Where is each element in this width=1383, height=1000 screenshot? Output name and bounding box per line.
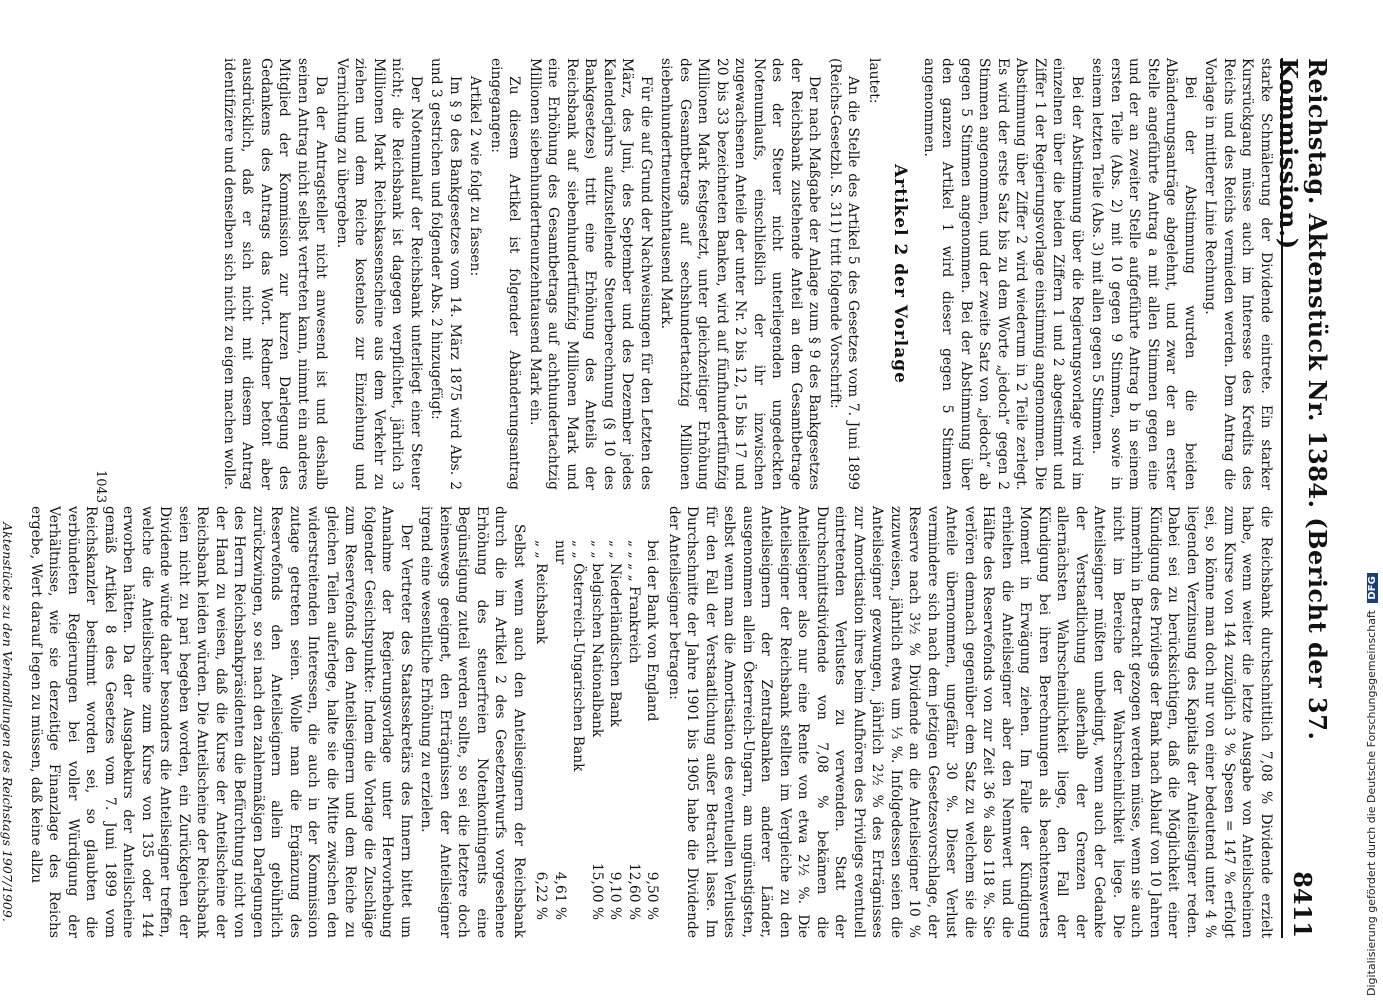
rate-row <box>643 506 662 938</box>
paragraph: Im § 9 des Bankgesetzes vom 14. März 1875 wird Abs. 2 und 3 gestrichen und folgender Abs. 2 hinzugefügt: <box>428 58 463 490</box>
paragraph: Bei der Abstimmung über die Regierungsvorlage wird im einzelnen über die beiden Ziffern 1 und 2 abgestimmt und Ziffer 1 der Regierungsvorlage einstimmig angenommen. Die Abstimmung über Ziffer 2 wird wiederum in 2 Teile zerlegt. Es wird der erste Satz bis zu dem Worte „jedoch“ gegen 2 Stimmen angenommen, und der zweite Satz von „jedoch“ ab gegen 5 Stimmen angenommen. Bei der Abstimmung über den ganzen Artikel 1 wird dieser gegen 5 Stimmen angenommen. <box>921 58 1085 490</box>
rate-label: bei der Bank von England <box>644 540 661 722</box>
paragraph: Für die auf Grund der Nachweisungen für den Letzten des März, des Juni, des September und des Dezember jedes Kalenderjahrs aufzustellende Steuerberechnung (§ 10 des Bankgesetzes) tritt eine Erhöhung des Anteils der Reichsbank auf siebenhundertfünfzig Millionen Mark und eine Erhöhung des Gesamtbetrags auf achthundertachtzig Millionen siebenhundertneunzehntausend Mark ein. <box>527 58 654 490</box>
rate-row <box>588 506 607 938</box>
rate-label: „ „ Reichsbank <box>533 540 550 645</box>
digitization-credit <box>1363 0 1383 1000</box>
rate-value: 15,00 % <box>589 863 605 920</box>
column-left <box>218 58 1276 490</box>
paragraph: Bei der Abstimmung wurden die beiden Abänderungsanträge abgelehnt, und zwar der an erster Stelle angeführte Antrag a mit allen Stimmen gegen eine und der an zweiter Stelle aufgeführte Antrag b in seinem ersten Teile (Abs. 2) mit 10 gegen 9 Stimmen, sowie in seinem letzten Teile (Abs. 3) mit allen gegen 5 Stimmen. <box>1089 58 1198 490</box>
paragraph: Der Vertreter des Staatssekretärs des Innern bittet um Annahme der Regierungsvorlage unter Hervorhebung folgender Gesichtspunkte: Indem die Vorlage die Zuschläge zum Reservefonds den Anteilseignern und dem Reiche zu gleichen Teilen auferlege, halte sie die Mitte zwischen den widerstreitenden Interessen, die auch in der Kommission zutage getreten seien. Wolle man die Ergänzung des Reservefonds den Anteilseignern allein gebührlich zurückzwingen, so sei nach den zahlenmäßigen Darlegungen des Herrn Reichsbankpräsidenten die Befürchtung nicht von der Hand zu weisen, daß die Kurse der Anteilscheine der Reichsbank leiden würden. Die Anteilscheine der Reichsbank seien nicht zu pari begeben worden, ein Zurückgehen der Dividende würde daher besonders die Anteilseigner treffen, welche die Anteilscheine zum Kurse von 135 oder 144 erworben hätten. Da der Ausgabekurs der Anteilscheine gemäß Artikel 8 des Gesetzes vom 7. Juni 1899 vom Reichskanzler bestimmt worden sei, so glaubten die verbündeten Regierungen bei voller Würdigung der Verhältnisse, wie sie derzeitige Finanzlage des Reichs ergebe, Wert darauf legen zu müssen, daß keine allzu <box>28 506 414 938</box>
paragraph: Da der Antragsteller nicht anwesend ist und deshalb seinen Antrag nicht selbst vertreten kann, nimmt ein anderes Mitglied der Kommission zur kurzen Darlegung des Gedankens des Antrags das Wort. Redner betont aber ausdrücklich, daß er sich nicht mit diesem Antrag identifiziere und denselben sich nicht zu eigen machen wolle. <box>221 58 330 490</box>
page-number: 8411 <box>1288 871 1318 938</box>
rate-row <box>606 506 625 938</box>
paragraph: An die Stelle des Artikel 5 des Gesetzes vom 7. Juni 1899 (Reichs-Gesetzbl. S. 311) tritt folgende Vorschrift: <box>827 58 862 490</box>
paragraph: die Reichsbank durchschnittlich 7,08 % Dividende erzielt habe, wenn weiter die letzte Ausgabe von Anteilscheinen zum Kurse von 144 zuzüglich 3 % Spesen = 147 % erfolgt sei, so könne man doch nur von einer bedeutend unter 4 % liegenden Verzinsung des Kapitals der Anteilseigner reden. Dabei sei zu berücksichtigen, daß die Möglichkeit einer Kündigung des Privilegs der Bank nach Ablauf von 10 Jahren immerhin in Betracht gezogen werden müsse, wenn sie auch nicht im Bereiche der Wahrscheinlichkeit liege. Die Anteilseigner müßten unbedingt, wenn auch der Gedanke der Verstaatlichung außerhalb der Grenzen der allernächsten Wahrscheinlichkeit liege, den Fall der Kündigung bei ihren Berechnungen als beachtenswertes Moment in Erwägung ziehen. Im Falle der Kündigung erhielten die Anteilseigner aber den Nennwert und die Hälfte des Reservefonds von zur Zeit 36 % also 118 %. Sie verlören demnach gegenüber dem Satz zu welchem sie die Anteile übernommen, ungefähr 30 %. Dieser Verlust vermindere sich nach dem jetzigen Gesetzesvorschlage, der Reserve nach 3½ % Dividende an die Anteilseigner 10 % zuzuweisen, jährlich etwa um ⅓ %. Infolgedessen seien die Anteilseigner gezwungen, jährlich 2½ % des Erträgnisses zur Amortisation ihres beim Aufhören des Privilegs eventuell eintretenden Verlustes zu verwenden. Statt der Durchschnittsdividende von 7,08 % bekämen die Anteilseigner also nur eine Rente von etwa 2½ %. Die Anteilseigner der Reichsbank stellten im Vergleiche zu den Anteilseignern der Zentralbanken anderer Länder, ausgenommen allein Österreich-Ungarn, am ungünstigsten, selbst wenn man die Amortisation des eventuellen Verlustes für den Fall der Verstaatlichung außer Betracht lasse. Im Durchschnitte der Jahre 1901 bis 1905 habe die Dividende der Anteilseigner betragen: <box>666 506 1274 938</box>
section-heading: Artikel 2 der Vorlage <box>890 164 911 384</box>
page-code: 1043 <box>93 470 108 504</box>
rate-value: 9,10 % <box>607 871 624 920</box>
column-right <box>0 506 1275 938</box>
paragraph: Selbst wenn auch den Anteilseignern der Reichsbank durch die im Artikel 2 des Gesetzentwurfs vorgesehene Erhöhung des steuerfreien Notenkontingents eine Begünstigung zuteil werden sollte, so sei die letztere doch keineswegs geeignet, den Erträgnissen der Anteilseigner irgend eine wesentliche Erhöhung zu erzielen. <box>418 506 527 938</box>
credit-text-line <box>1365 573 1378 996</box>
paragraph: Der Notenumlauf der Reichsbank unterliegt einer Steuer nicht; die Reichsbank ist dagegen verpflichtet, jährlich 3 Millionen Mark Reichskassenscheine aus dem Verkehr zu ziehen und dem Reiche kostenlos zur Einziehung und Vernichtung zu übergeben. <box>334 58 424 490</box>
paragraph: Zu diesem Artikel ist folgender Abänderungsantrag eingegangen: <box>488 58 523 490</box>
rate-label: „ „ belgischen Nationalbank <box>589 540 605 738</box>
credit-text: Digitalisierung gefördert durch die Deutsche Forschungsgemeinschaft <box>1365 610 1378 996</box>
paragraph: starke Schmälerung der Dividende eintrete. Ein starker Kursrückgang müsse auch im Interesse des Kredits des Reichs und des Reichs vermieden werden. Dem Antrag die Vorlage in mittlerer Linie Rechnung. <box>1202 58 1274 490</box>
footnote: Aktenstücke zu den Verhandlungen des Reichstags 1907/1909. <box>0 522 16 922</box>
rate-row <box>551 506 570 938</box>
paragraph: Der nach Maßgabe der Anlage zum § 9 des Bankgesetzes der Reichsbank zustehende Anteil an dem Gesamtbetrage des der Steuer nicht unterliegenden ungedeckten Notenumlaufs, einschließlich der ihr inzwischen zugewachsenen Anteile der unter Nr. 2 bis 12, 15 bis 17 und 20 bis 33 bezeichneten Banken, wird auf fünfhundertfünfzig Millionen Mark festgesetzt, unter gleichzeitiger Erhöhung des Gesamtbetrags auf sechshundertachtzig Millionen siebenhundertneunzehntausend Mark. <box>658 58 823 490</box>
rate-label: „ „ „ „ Frankreich <box>626 540 642 664</box>
paragraph: lautet: <box>866 58 882 104</box>
rate-value: 12,60 % <box>626 863 642 920</box>
rate-value: 9,50 % <box>644 871 661 920</box>
dividend-rates-list <box>532 506 662 938</box>
rate-row <box>569 506 588 938</box>
rate-value: 6,22 % <box>533 871 550 920</box>
rate-row <box>625 506 644 938</box>
page-header <box>1274 58 1332 938</box>
dfg-logo: DFG <box>1367 573 1378 602</box>
rate-value: 4,61 % <box>552 871 568 920</box>
rate-row <box>532 506 551 938</box>
rate-label: nur <box>552 540 568 565</box>
rate-label: „ „ Österreich-Ungarischen Bank <box>570 540 587 772</box>
paragraph: Artikel 2 wie folgt zu fassen: <box>467 76 484 277</box>
header-title: Reichstag. Aktenstück Nr. 1384. (Bericht der 37. Kommission.) <box>1274 58 1332 741</box>
rate-label: „ „ Niederländischen Bank <box>607 540 624 727</box>
